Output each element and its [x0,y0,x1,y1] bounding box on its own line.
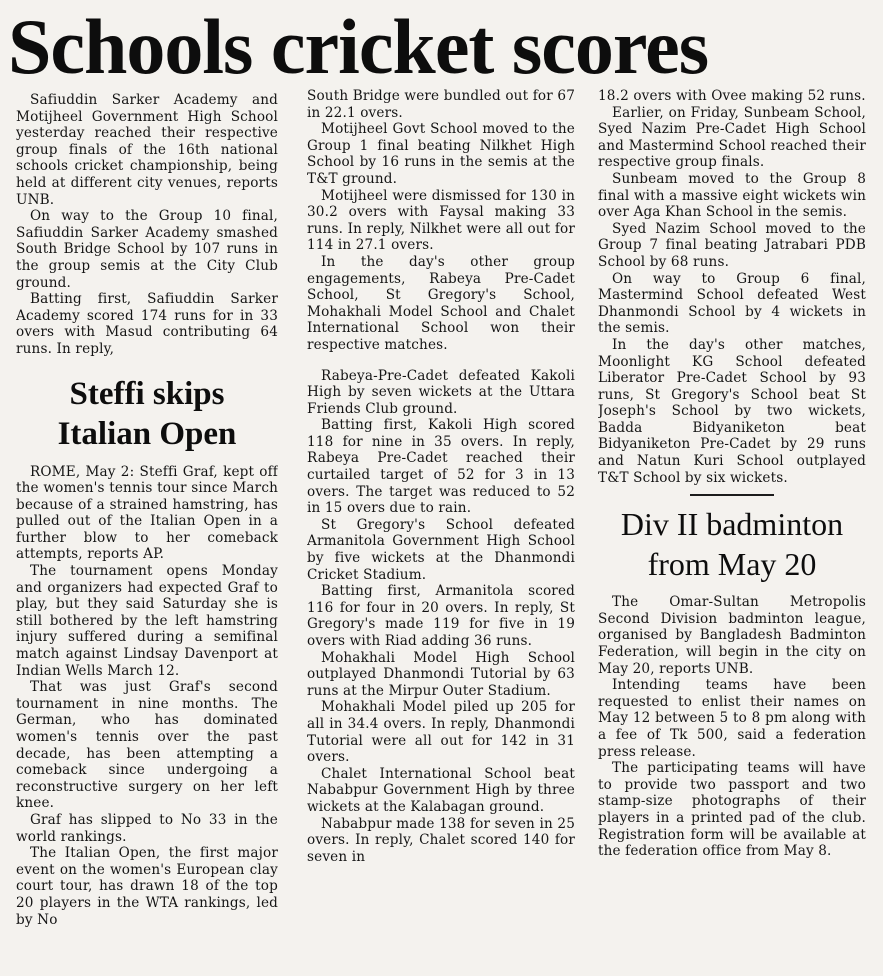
cricket-paragraph: St Gregory's School defeated Armanitola Government High School by five wickets at the Dhanmondi Cricket Stadium. [307,516,575,583]
cricket-paragraph: Rabeya-Pre-Cadet defeated Kakoli High by seven wickets at the Uttara Friends Club ground. [307,367,575,417]
badminton-paragraph: The Omar-Sultan Metropolis Second Division badminton league, organised by Bangladesh Badminton Federation, will begin in the city on May 20, reports UNB. [598,594,866,677]
cricket-paragraph: In the day's other matches, Moonlight KG School defeated Liberator Pre-Cadet School by 93 runs, St Gregory's School beat St Joseph's School by two wickets, Badda Bidyaniketon beat Bidyaniketon Pre-Cadet by 29 runs and Natun Kuri School outplayed T&T School by six wickets. [598,336,866,486]
steffi-paragraph: Graf has slipped to No 33 in the world rankings. [16,811,278,845]
badminton-headline [598,504,866,584]
cricket-paragraph: Batting first, Safiuddin Sarker Academy scored 174 runs for in 33 overs with Masud contributing 64 runs. In reply, [16,291,278,357]
cricket-paragraph: Mohakhali Model High School outplayed Dhanmondi Tutorial by 63 runs at the Mirpur Outer Stadium. [307,649,575,699]
cricket-paragraph: Batting first, Armanitola scored 116 for four in 20 overs. In reply, St Gregory's made 119 for five in 19 overs with Riad adding 36 runs. [307,583,575,649]
badminton-paragraph: The participating teams will have to provide two passport and two stamp-size photographs of their players in a printed pad of the club. Registration form will be available at the federation office from May 8. [598,760,866,860]
steffi-paragraph: ROME, May 2: Steffi Graf, kept off the women's tennis tour since March because of a strained hamstring, has pulled out of the Italian Open in a further blow to her comeback attempts, reports AP. [16,463,278,563]
column-3 [598,88,866,976]
cricket-paragraph: Syed Nazim School moved to the Group 7 final beating Jatrabari PDB School by 68 runs. [598,220,866,270]
steffi-title-line1: Steffi skips [69,375,225,412]
cricket-paragraph: Motijheel Govt School moved to the Group 1 final beating Nilkhet High School by 16 runs in the semis at the T&T ground. [307,121,575,187]
steffi-title-line2: Italian Open [57,415,237,452]
cricket-paragraph: Sunbeam moved to the Group 8 final with a massive eight wickets win over Aga Khan School in the semis. [598,170,866,221]
cricket-paragraph: In the day's other group engagements, Rabeya Pre-Cadet School, St Gregory's School, Mohakhali Model School and Chalet International School won their respective matches. [307,253,575,353]
cricket-paragraph: South Bridge were bundled out for 67 in 22.1 overs. [307,88,575,121]
badminton-title-line1: Div II badminton [620,506,844,543]
page-headline: Schools cricket scores [8,3,709,90]
section-divider [690,494,774,496]
cricket-paragraph: On way to Group 6 final, Mastermind School defeated West Dhanmondi School by 4 wickets in the semis. [598,270,866,337]
steffi-paragraph: The tournament opens Monday and organizers had expected Graf to play, but they said Saturday she is still bothered by the left hamstring injury suffered during a semifinal match against Lindsay Davenport at Indian Wells March 12. [16,563,278,679]
badminton-title-line2: from May 20 [647,546,817,583]
cricket-paragraph: Nababpur made 138 for seven in 25 overs. In reply, Chalet scored 140 for seven in [307,815,575,865]
cricket-paragraph: 18.2 overs with Ovee making 52 runs. [598,88,866,104]
cricket-paragraph: On way to the Group 10 final, Safiuddin Sarker Academy smashed South Bridge School by 107 runs in the group semis at the City Club ground. [16,208,278,291]
steffi-paragraph: The Italian Open, the first major event on the women's European clay court tour, has drawn 18 of the top 20 players in the WTA rankings, led by No [16,845,278,928]
badminton-paragraph: Intending teams have been requested to enlist their names on May 12 between 5 to 8 pm along with a fee of Tk 500, said a federation press release. [598,677,866,760]
steffi-headline [16,374,278,454]
column-1 [16,92,278,976]
cricket-paragraph: Mohakhali Model piled up 205 for all in 34.4 overs. In reply, Dhanmondi Tutorial were all out for 142 in 31 overs. [307,699,575,766]
cricket-paragraph: Earlier, on Friday, Sunbeam School, Syed Nazim Pre-Cadet High School and Mastermind School reached their respective group finals. [598,104,866,171]
steffi-paragraph: That was just Graf's second tournament in nine months. The German, who has dominated women's tennis over the past decade, has been attempting a comeback since undergoing a reconstructive surgery on her left knee. [16,679,278,812]
cricket-paragraph: Batting first, Kakoli High scored 118 for nine in 35 overs. In reply, Rabeya Pre-Cadet reached their curtailed target of 52 for 3 in 13 overs. The target was reduced to 52 in 15 overs due to rain. [307,417,575,517]
cricket-paragraph: Motijheel were dismissed for 130 in 30.2 overs with Faysal making 33 runs. In reply, Nilkhet were all out for 114 in 27.1 overs. [307,187,575,254]
column-2 [307,88,575,976]
cricket-paragraph: Safiuddin Sarker Academy and Motijheel Government High School yesterday reached their respective group finals of the 16th national schools cricket championship, being held at different city venues, reports UNB. [16,92,278,208]
cricket-paragraph: Chalet International School beat Nababpur Government High by three wickets at the Kalabagan ground. [307,765,575,815]
